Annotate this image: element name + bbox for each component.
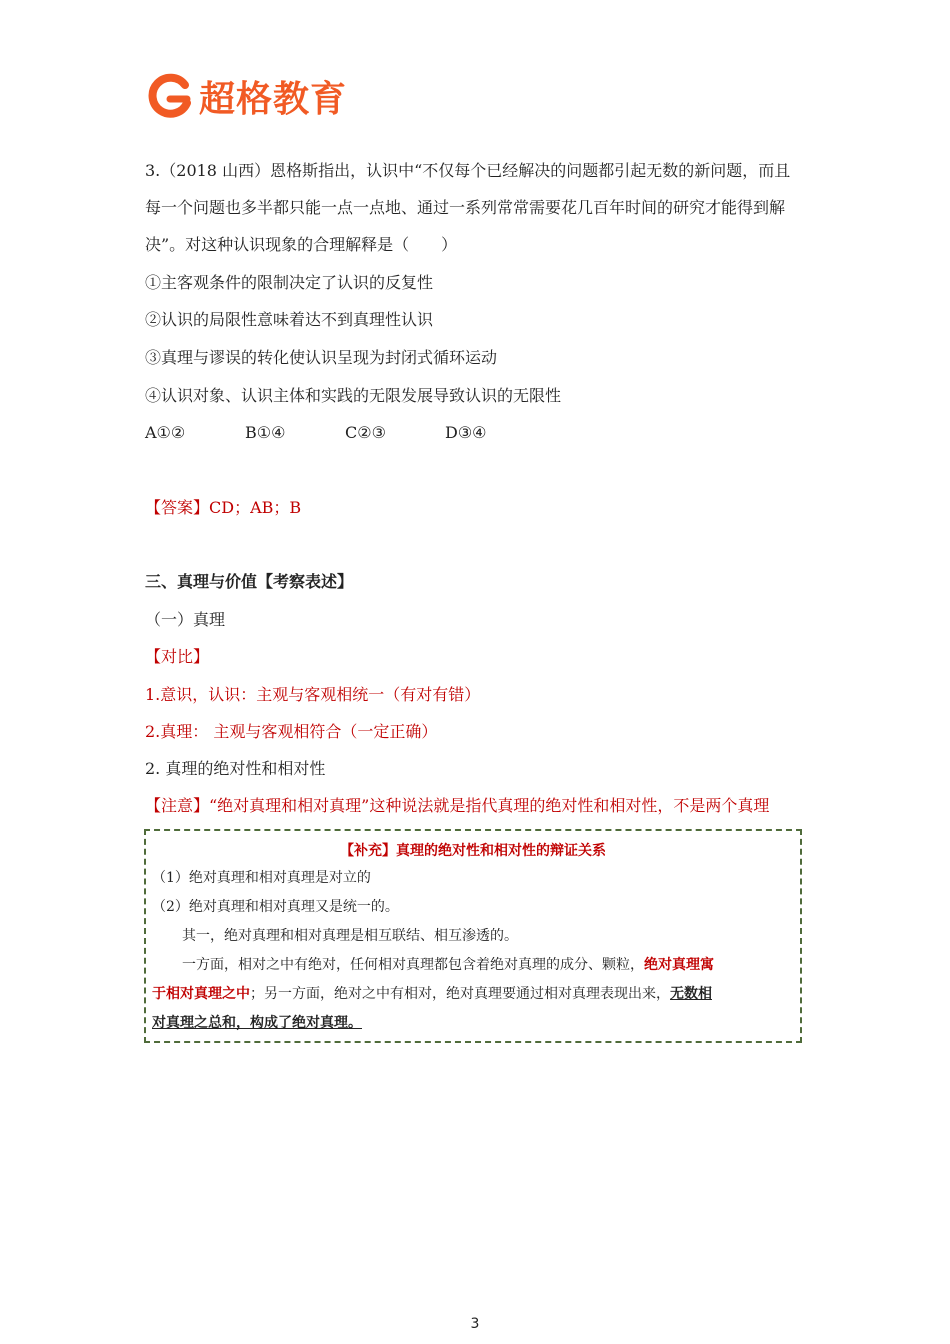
question-line-1: 3.（2018 山西）恩格斯指出，认识中“不仅每个已经解决的问题都引起无数的新问题，而且 <box>145 161 791 180</box>
compare-item-1: 1.意识，认识：主观与客观相统一（有对有错） <box>145 685 481 704</box>
question-item-4: ④认识对象、认识主体和实践的无限发展导致认识的无限性 <box>145 386 562 405</box>
supplement-line-1: （1）绝对真理和相对真理是对立的 <box>152 870 371 886</box>
supplement-line-6 <box>152 1013 362 1033</box>
section-title: 三、真理与价值【考察表述】 <box>145 572 354 591</box>
option-c: C②③ <box>345 423 386 442</box>
option-a: A①② <box>145 423 186 442</box>
supplement-line-2: （2）绝对真理和相对真理又是统一的。 <box>152 899 399 915</box>
question-line-3: 决”。对这种认识现象的合理解释是（ ） <box>145 235 458 254</box>
supplement-line-5 <box>152 984 712 1004</box>
page-number: 3 <box>470 1316 480 1332</box>
subsection-truth: （一）真理 <box>145 610 226 629</box>
brand-name: 超格教育 <box>199 78 348 120</box>
supplement-title: 【补充】真理的绝对性和相对性的辩证关系 <box>340 843 606 859</box>
supplement-text: 一方面，相对之中有绝对，任何相对真理都包含着绝对真理的成分、颗粒， <box>182 957 644 973</box>
option-d: D③④ <box>445 423 487 442</box>
supplement-line-4 <box>182 955 714 975</box>
supplement-line-3: 其一，绝对真理和相对真理是相互联结、相互渗透的。 <box>182 928 518 944</box>
supplement-highlight: 于相对真理之中 <box>152 986 250 1002</box>
brand-g-icon <box>147 73 193 119</box>
note-line: 【注意】“绝对真理和相对真理”这种说法就是指代真理的绝对性和相对性，不是两个真理 <box>145 796 770 815</box>
compare-item-2: 2.真理： 主观与客观相符合（一定正确） <box>145 722 438 741</box>
point-2: 2. 真理的绝对性和相对性 <box>145 759 326 778</box>
supplement-underline: 对真理之总和，构成了绝对真理。 <box>152 1015 362 1031</box>
answer-options <box>145 423 545 443</box>
supplement-underline: 无数相 <box>670 986 712 1002</box>
question-item-1: ①主客观条件的限制决定了认识的反复性 <box>145 273 434 292</box>
option-b: B①④ <box>245 423 286 442</box>
answer-key: 【答案】CD；AB；B <box>145 498 302 517</box>
compare-label: 【对比】 <box>145 647 210 666</box>
question-item-2: ②认识的局限性意味着达不到真理性认识 <box>145 310 434 329</box>
supplement-text: ；另一方面，绝对之中有相对，绝对真理要通过相对真理表现出来， <box>250 986 670 1002</box>
question-item-3: ③真理与谬误的转化使认识呈现为封闭式循环运动 <box>145 348 498 367</box>
question-line-2: 每一个问题也多半都只能一点一点地、通过一系列常常需要花几百年时间的研究才能得到解 <box>145 198 786 217</box>
supplement-highlight: 绝对真理寓 <box>644 957 714 973</box>
supplement-box <box>144 829 802 1043</box>
brand-logo <box>147 72 347 120</box>
